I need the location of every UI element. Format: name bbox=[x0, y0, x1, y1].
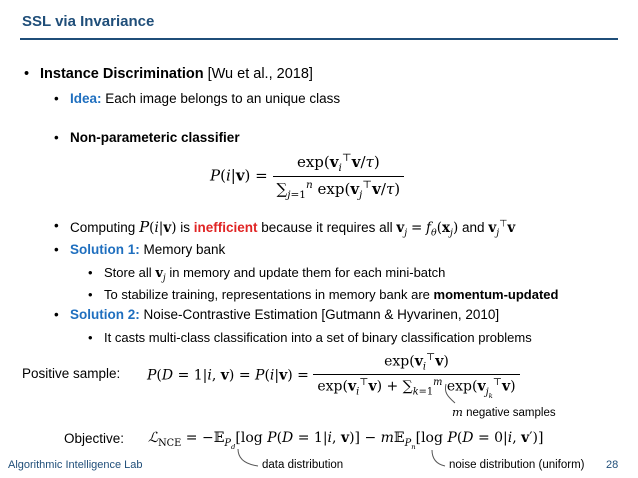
bullet-dot: • bbox=[24, 66, 30, 82]
solution2-label: Solution 2: bbox=[70, 307, 140, 322]
arrow-noise-distribution bbox=[432, 450, 445, 466]
computing-is: is bbox=[180, 220, 190, 235]
slide-title: SSL via Invariance bbox=[22, 13, 155, 30]
solution1-text: Memory bank bbox=[143, 242, 226, 257]
positive-equation: P(D = 1|i, v) = P(i|v) = $\frac{\exp(v_i^⊤v)}{\exp(v_i^⊤v) + \sum_{k=1}^m \exp(v_{j_k}^⊤v)}$ bbox=[147, 352, 520, 400]
negative-samples-symbol: m bbox=[452, 405, 463, 419]
momentum-updated-label: momentum-updated bbox=[433, 287, 559, 302]
instance-discrimination-citation: [Wu et al., 2018] bbox=[207, 66, 313, 82]
inefficient-label: inefficient bbox=[193, 220, 258, 235]
softmax-equation: P(i|v) = $\frac{\exp(v_i^⊤v/\tau)}{\sum_{j=1}^n \exp(v_j^⊤v/\tau)}$ bbox=[210, 152, 404, 201]
computing-mid: because it requires all bbox=[261, 220, 393, 235]
noise-distribution-note: noise distribution (uniform) bbox=[449, 459, 585, 471]
bullet-dot: • bbox=[54, 218, 59, 233]
bullet-dot: • bbox=[54, 91, 59, 106]
bullet-dot: • bbox=[54, 242, 59, 257]
footer-lab-name: Algorithmic Intelligence Lab bbox=[8, 459, 143, 471]
computing-pre: Computing bbox=[70, 220, 136, 235]
store-item: • Store all $v_j$ in memory and update them for each mini-batch bbox=[88, 265, 446, 284]
idea-label: Idea: bbox=[70, 91, 102, 106]
objective-equation: ℒ$_{NCE}$ = −𝔼$_{P_d}$[log P(D = 1|i, v)] − m𝔼$_{P_n}$[log P(D = 0|i, v′)] bbox=[148, 430, 544, 451]
solution1-label: Solution 1: bbox=[70, 242, 140, 257]
solution2-text: Noise-Contrastive Estimation [Gutmann & Hyvarinen, 2010] bbox=[143, 307, 500, 322]
store-post: in memory and update them for each mini-batch bbox=[169, 265, 446, 280]
data-distribution-note: data distribution bbox=[262, 459, 344, 471]
bullet-dot: • bbox=[54, 307, 59, 322]
casts-text: It casts multi-class classification into a set of binary classification problems bbox=[104, 330, 532, 345]
idea-text: Each image belongs to an unique class bbox=[105, 91, 341, 106]
page-number: 28 bbox=[606, 459, 619, 471]
bullet-dot: • bbox=[88, 287, 93, 302]
stabilize-pre: To stabilize training, representations in memory bank are bbox=[104, 287, 430, 302]
bullet-dot: • bbox=[88, 265, 93, 280]
negative-samples-text: negative samples bbox=[466, 407, 556, 419]
bullet-dot: • bbox=[54, 130, 59, 145]
instance-discrimination-label: Instance Discrimination bbox=[40, 66, 204, 82]
store-pre: Store all bbox=[104, 265, 152, 280]
arrow-data-distribution bbox=[238, 449, 258, 466]
nonparametric-label: Non-parameteric classifier bbox=[70, 130, 240, 145]
bullet-dot: • bbox=[88, 330, 93, 345]
arrow-negative-samples bbox=[445, 384, 455, 403]
positive-sample-label: Positive sample: bbox=[22, 366, 121, 381]
computing-and: and bbox=[462, 220, 485, 235]
computing-item: • Computing P(i|v) is inefficient because it requires all $v_j = f_\theta(x_j)$ and $v_j^⊤v$ bbox=[54, 218, 516, 239]
objective-label: Objective: bbox=[64, 431, 125, 446]
